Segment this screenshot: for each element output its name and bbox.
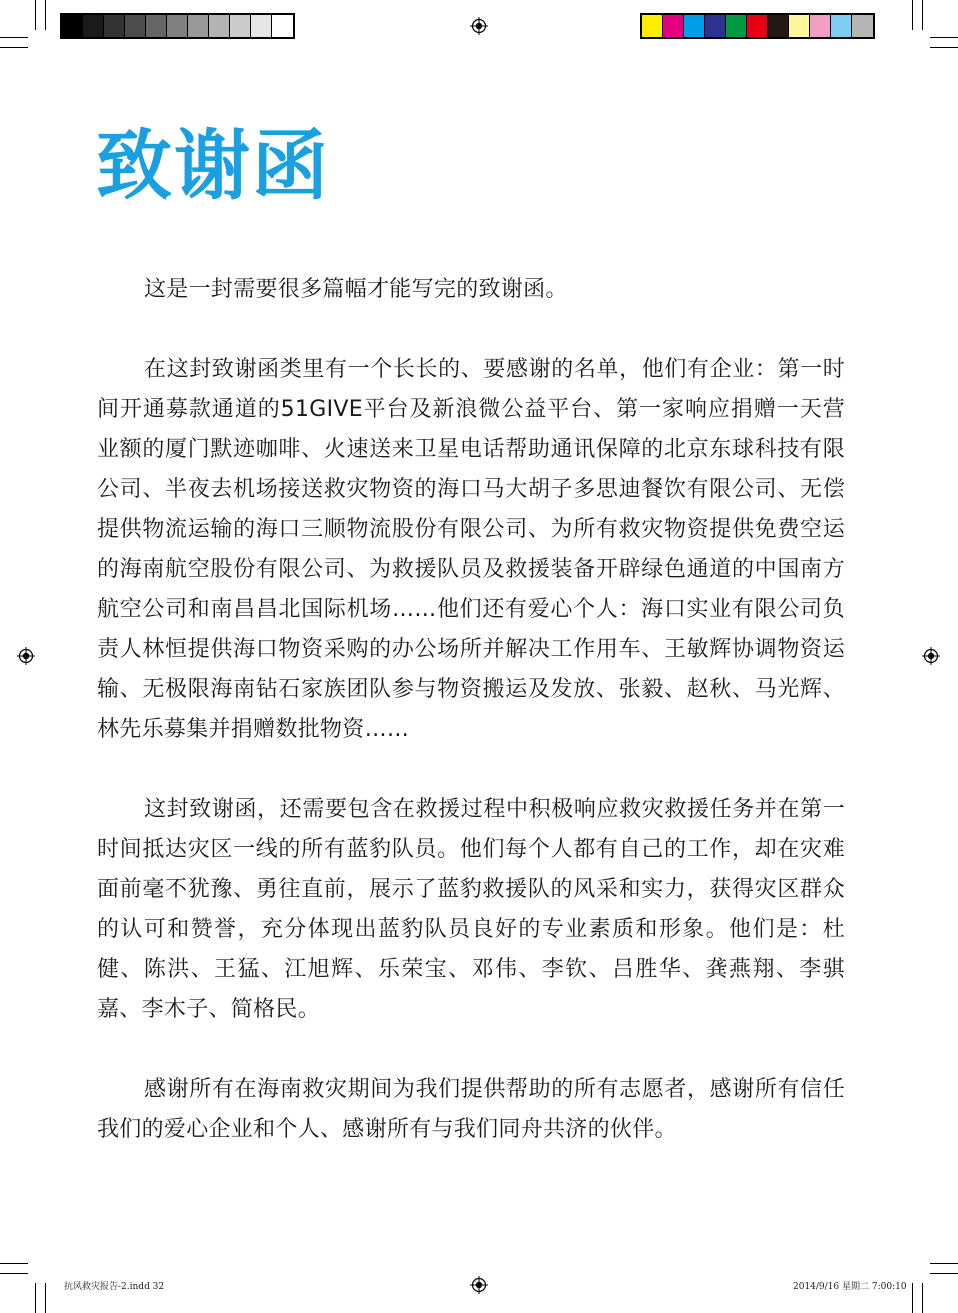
paragraph: 这是一封需要很多篇幅才能写完的致谢函。 bbox=[144, 277, 568, 302]
color-swatch bbox=[705, 15, 726, 37]
crop-mark bbox=[0, 1273, 28, 1274]
crop-mark bbox=[930, 47, 958, 48]
color-swatch bbox=[188, 15, 209, 37]
page-title: 致谢函 bbox=[96, 121, 330, 210]
crop-mark bbox=[0, 37, 28, 38]
color-swatch bbox=[146, 15, 167, 37]
print-timestamp: 2014/9/16 星期二 7:00:10 bbox=[793, 1282, 907, 1292]
crop-mark bbox=[930, 37, 958, 38]
color-swatch bbox=[272, 15, 293, 37]
crop-mark bbox=[35, 1283, 36, 1313]
paragraph: 这封致谢函，还需要包含在救援过程中积极响应救灾救援任务并在第一时间抵达灾区一线的所有蓝豹队员。他们每个人都有自己的工作，却在灾难面前毫不犹豫、勇往直前，展示了蓝豹救援队的风采和实力，获得灾区群众的认可和赞誉，充分体现出蓝豹队员良好的专业素质和形象。他们是：杜健、陈洪、王猛、江旭辉、乐荣宝、邓伟、李钦、吕胜华、龚燕翔、李骐嘉、李木子、简格民。 bbox=[97, 797, 845, 1022]
crop-mark bbox=[922, 1283, 923, 1313]
registration-mark-icon bbox=[470, 17, 488, 35]
color-swatch bbox=[831, 15, 852, 37]
crop-mark bbox=[35, 0, 36, 30]
color-swatch bbox=[768, 15, 789, 37]
crop-mark bbox=[45, 1283, 46, 1313]
crop-mark bbox=[912, 0, 913, 30]
color-bar bbox=[640, 13, 875, 39]
color-swatch bbox=[230, 15, 251, 37]
color-swatch bbox=[810, 15, 831, 37]
crop-mark bbox=[45, 0, 46, 30]
crop-mark bbox=[930, 1263, 958, 1264]
color-swatch bbox=[726, 15, 747, 37]
paragraph: 在这封致谢函类里有一个长长的、要感谢的名单，他们有企业：第一时间开通募款通道的51GIVE平台及新浪微公益平台、第一家响应捐赠一天营业额的厦门默迹咖啡、火速送来卫星电话帮助通讯保障的北京东球科技有限公司、半夜去机场接送救灾物资的海口马大胡子多思迪餐饮有限公司、无偿提供物流运输的海口三顺物流股份有限公司、为所有救灾物资提供免费空运的海南航空股份有限公司、为救援队员及救援装备开辟绿色通道的中国南方航空公司和南昌昌北国际机场……他们还有爱心个人：海口实业有限公司负责人林恒提供海口物资采购的办公场所并解决工作用车、王敏辉协调物资运输、无极限海南钻石家族团队参与物资搬运及发放、张毅、赵秋、马光辉、林先乐募集并捐赠数批物资…… bbox=[97, 357, 845, 742]
color-swatch bbox=[209, 15, 230, 37]
paragraph: 感谢所有在海南救灾期间为我们提供帮助的所有志愿者，感谢所有信任我们的爱心企业和个人、感谢所有与我们同舟共济的伙伴。 bbox=[97, 1077, 845, 1142]
color-swatch bbox=[789, 15, 810, 37]
color-swatch bbox=[747, 15, 768, 37]
crop-mark bbox=[922, 0, 923, 30]
color-swatch bbox=[83, 15, 104, 37]
color-swatch bbox=[62, 15, 83, 37]
color-swatch bbox=[251, 15, 272, 37]
registration-mark-icon bbox=[17, 647, 35, 665]
letter-body bbox=[97, 270, 845, 1190]
color-swatch bbox=[663, 15, 684, 37]
color-swatch bbox=[104, 15, 125, 37]
crop-mark bbox=[0, 47, 28, 48]
crop-mark bbox=[0, 1263, 28, 1264]
color-swatch bbox=[852, 15, 873, 37]
file-info: 抗风救灾报告-2.indd 32 bbox=[64, 1282, 165, 1292]
grayscale-bar bbox=[60, 13, 295, 39]
registration-mark-icon bbox=[470, 1276, 488, 1294]
color-swatch bbox=[684, 15, 705, 37]
color-swatch bbox=[642, 15, 663, 37]
crop-mark bbox=[912, 1283, 913, 1313]
color-swatch bbox=[125, 15, 146, 37]
crop-mark bbox=[930, 1273, 958, 1274]
registration-mark-icon bbox=[922, 647, 940, 665]
color-swatch bbox=[167, 15, 188, 37]
